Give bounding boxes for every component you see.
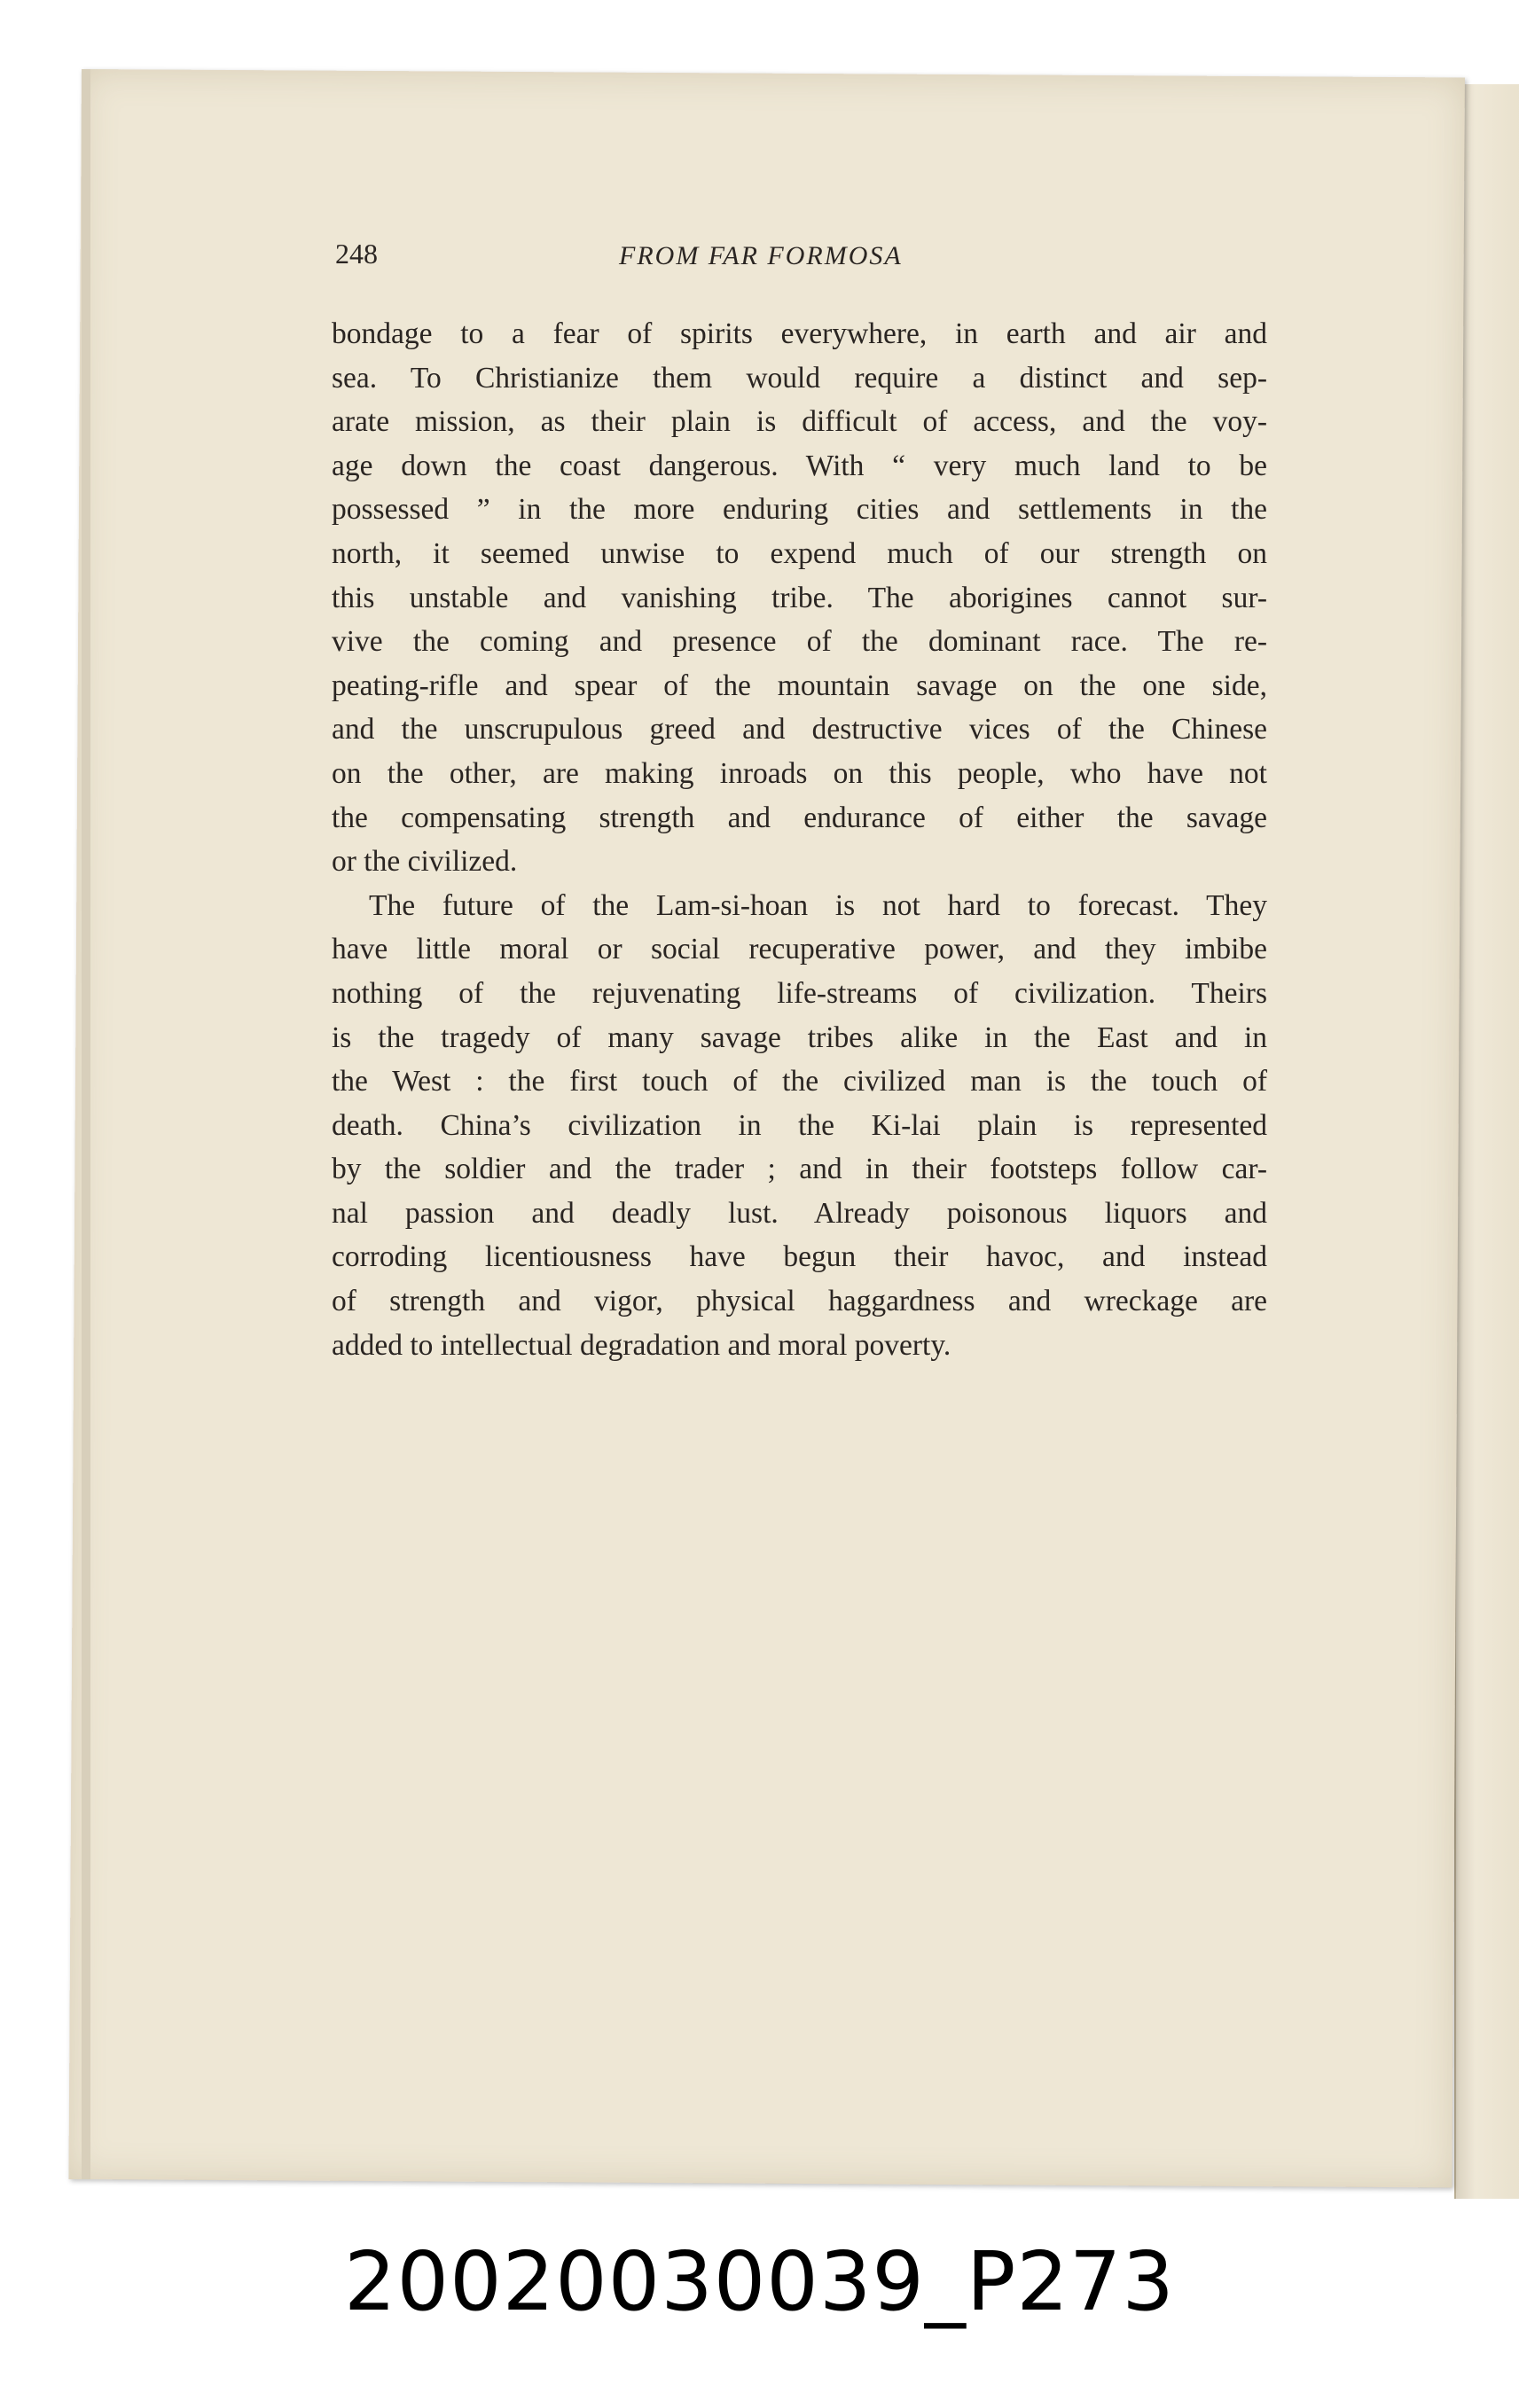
text-line: this unstable and vanishing tribe. The aborigines cannot sur- — [332, 581, 1267, 614]
text-line: of strength and vigor, physical haggardness and wreckage are — [332, 1285, 1267, 1318]
page-header — [335, 238, 1266, 277]
text-line: nothing of the rejuvenating life-streams of civilization. Theirs — [332, 976, 1267, 1010]
paragraph-2 — [332, 884, 1267, 1368]
text-line: bondage to a fear of spirits everywhere, in earth and air and — [332, 317, 1267, 350]
text-line: death. China’s civilization in the Ki-lai plain is represented — [332, 1108, 1267, 1142]
text-line: nal passion and deadly lust. Already poisonous liquors and — [332, 1196, 1267, 1230]
text-line: age down the coast dangerous. With “ very much land to be — [332, 449, 1267, 482]
text-line: arate mission, as their plain is difficult of access, and the voy- — [332, 405, 1267, 439]
text-line: is the tragedy of many savage tribes alike in the East and in — [332, 1020, 1267, 1054]
text-line: corroding licentiousness have begun their havoc, and instead — [332, 1240, 1267, 1274]
text-line: have little moral or social recuperative power, and they imbibe — [332, 933, 1267, 966]
text-line: possessed ” in the more enduring cities and settlements in the — [332, 493, 1267, 527]
text-line: the West : the first touch of the civilized man is the touch of — [332, 1065, 1267, 1098]
adjacent-page-edge — [1454, 84, 1519, 2199]
running-head: FROM FAR FORMOSA — [619, 241, 903, 270]
page-left-edge — [82, 69, 90, 2179]
image-id-caption: 20020030039_P273 — [344, 2234, 1175, 2329]
page-number: 248 — [335, 238, 378, 270]
text-line: and the unscrupulous greed and destructive vices of the Chinese — [332, 713, 1267, 747]
text-line: vive the coming and presence of the dominant race. The re- — [332, 625, 1267, 659]
text-line: added to intellectual degradation and moral poverty. — [332, 1328, 951, 1362]
paragraph-1 — [332, 312, 1267, 884]
text-line: or the civilized. — [332, 845, 518, 879]
text-line: peating-rifle and spear of the mountain savage on the one side, — [332, 668, 1267, 702]
text-line: by the soldier and the trader ; and in their footsteps follow car- — [332, 1153, 1267, 1186]
text-line: sea. To Christianize them would require a distinct and sep- — [332, 361, 1267, 395]
text-line: north, it seemed unwise to expend much of our strength on — [332, 536, 1267, 570]
body-text — [332, 312, 1267, 1367]
text-line: the compensating strength and endurance of either the savage — [332, 801, 1267, 834]
text-line: The future of the Lam-si-hoan is not hard to forecast. They — [369, 888, 1267, 922]
text-line: on the other, are making inroads on this people, who have not — [332, 756, 1267, 790]
